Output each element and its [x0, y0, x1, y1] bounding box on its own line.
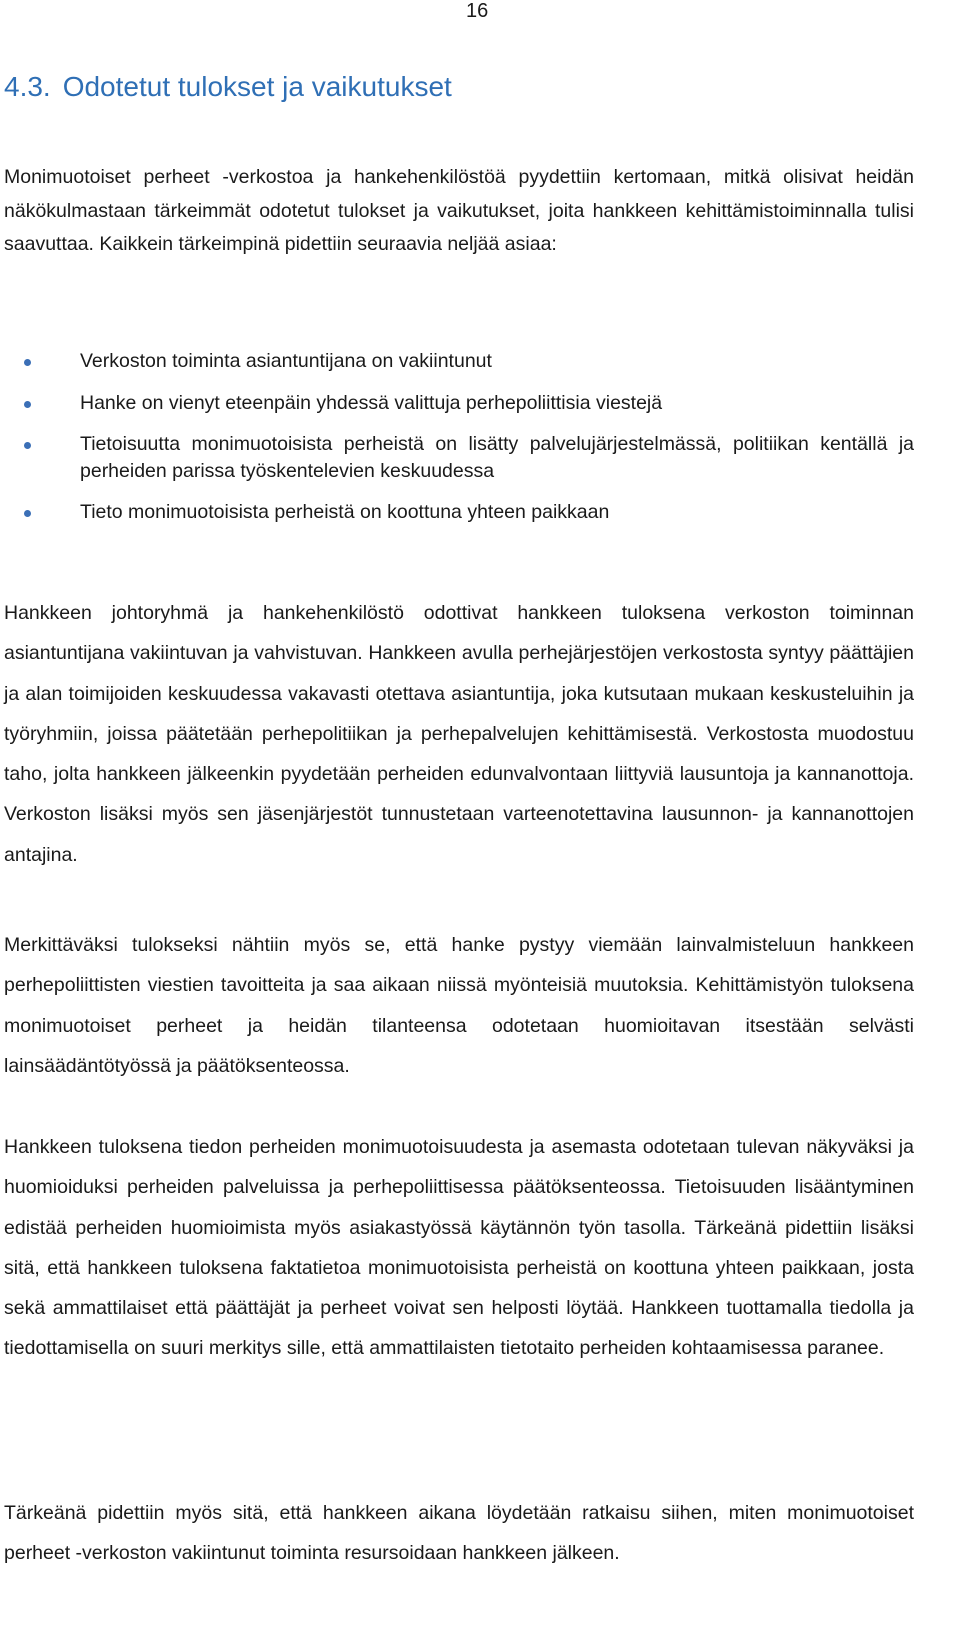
section-number: 4.3. — [4, 71, 51, 102]
bullet-text: Verkoston toiminta asiantuntijana on vakiintunut — [80, 350, 492, 372]
bullet-dot-icon — [24, 442, 31, 449]
body-paragraph: Merkittäväksi tulokseksi nähtiin myös se, että hanke pystyy viemään lainvalmisteluun hankkeen perhepoliittisten viestien tavoitteita ja saa aikaan niissä myönteisiä muutoksia. Kehittämistyön tuloksena monimuotoiset perheet ja heidän tilanteensa odotetaan huomioitavan itsestään selvästi lainsäädäntötyössä ja päätöksenteossa. — [4, 934, 914, 1077]
section-heading — [4, 70, 452, 104]
bullet-item — [0, 431, 914, 485]
body-paragraph: Tärkeänä pidettiin myös sitä, että hankkeen aikana löydetään ratkaisu siihen, miten monimuotoiset perheet -verkoston vakiintunut toiminta resursoidaan hankkeen jälkeen. — [4, 1502, 914, 1565]
bullet-dot-icon — [24, 401, 31, 408]
intro-paragraph: Monimuotoiset perheet -verkostoa ja hankehenkilöstöä pyydettiin kertomaan, mitkä olisivat heidän näkökulmastaan tärkeimmät odotetut tulokset ja vaikutukset, joita hankkeen kehittämistoiminnalla tulisi saavuttaa. Kaikkein tärkeimpinä pidettiin seuraavia neljää asiaa: — [4, 166, 914, 255]
bullet-text: Hanke on vienyt eteenpäin yhdessä valittuja perhepoliittisia viestejä — [80, 392, 663, 414]
section-title: Odotetut tulokset ja vaikutukset — [62, 71, 452, 102]
bullet-text: Tietoisuutta monimuotoisista perheistä on lisätty palvelujärjestelmässä, politiikan kentällä ja perheiden parissa työskentelevien keskuudessa — [80, 433, 914, 482]
body-paragraph: Hankkeen johtoryhmä ja hankehenkilöstö odottivat hankkeen tuloksena verkoston toiminnan asiantuntijana vakiintuvan ja vahvistuvan. Hankkeen avulla perhejärjestöjen verkostosta syntyy päättäjien ja alan toimijoiden keskuudessa vakavasti otettava asiantuntija, joka kutsutaan mukaan keskusteluihin ja työryhmiin, joissa päätetään perhepolitiikan ja perhepalvelujen kehittämisestä. Verkostosta muodostuu taho, jolta hankkeen jälkeenkin pyydetään perheiden edunvalvontaan liittyviä lausuntoja ja kannanottoja. Verkoston lisäksi myös sen jäsenjärjestöt tunnustetaan varteenotettavina lausunnon- ja kannanottojen antajina. — [4, 602, 914, 866]
page-number: 16 — [466, 0, 489, 22]
bullet-item — [0, 348, 914, 375]
bullet-item — [0, 499, 914, 526]
bullet-item — [0, 390, 914, 417]
bullet-list — [0, 348, 914, 541]
body-paragraph: Hankkeen tuloksena tiedon perheiden monimuotoisuudesta ja asemasta odotetaan tulevan näkyväksi ja huomioiduksi perheiden palveluissa ja perhepoliittisessa päätöksenteossa. Tietoisuuden lisääntyminen edistää perheiden huomioimista myös asiakastyössä käytännön työn tasolla. Tärkeänä pidettiin lisäksi sitä, että hankkeen tuloksena faktatietoa monimuotoisista perheistä on koottuna yhteen paikkaan, josta sekä ammattilaiset että päättäjät ja perheet voivat sen helposti löytää. Hankkeen tuottamalla tiedolla ja tiedottamisella on suuri merkitys sille, että ammattilaisten tietotaito perheiden kohtaamisessa paranee. — [4, 1136, 914, 1360]
bullet-text: Tieto monimuotoisista perheistä on koottuna yhteen paikkaan — [80, 501, 610, 523]
bullet-dot-icon — [24, 510, 31, 517]
bullet-dot-icon — [24, 359, 31, 366]
